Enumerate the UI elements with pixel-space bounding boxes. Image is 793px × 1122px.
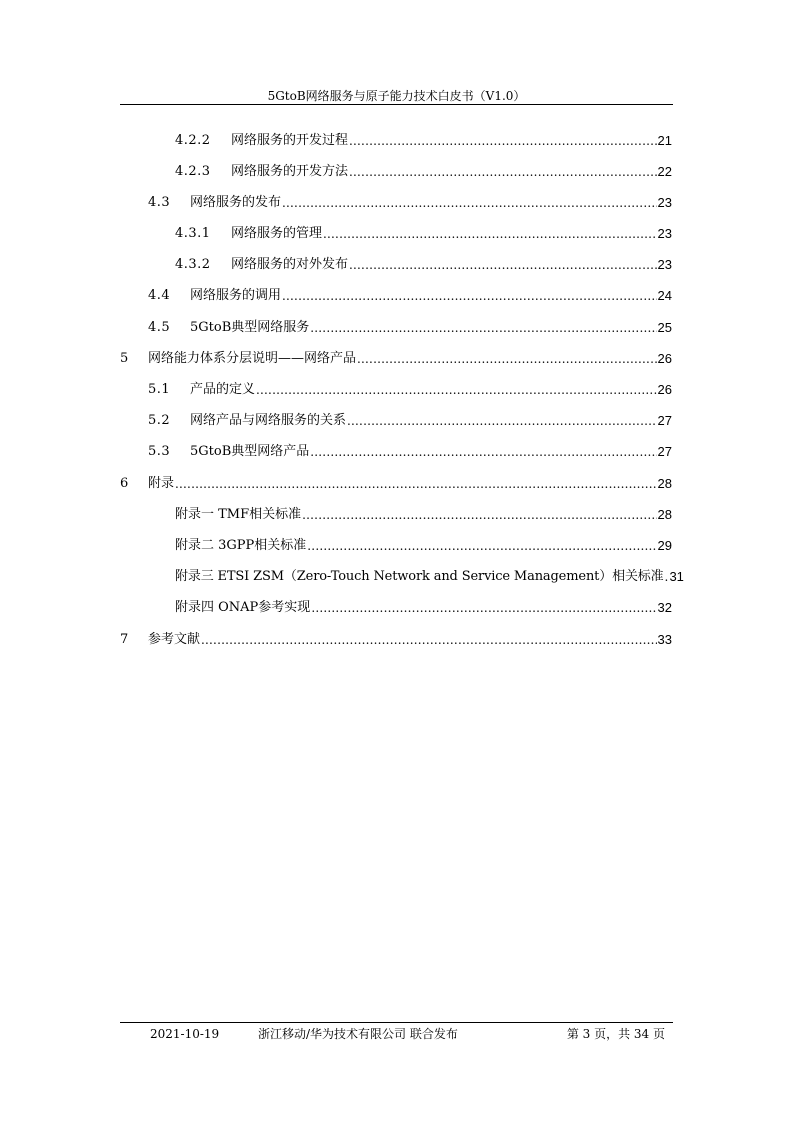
toc-entry-title: 5GtoB典型网络产品 (190, 444, 310, 459)
toc-entry-number: 5.3 (148, 444, 171, 459)
toc-entry-number: 4.2.2 (175, 133, 211, 148)
toc-leader-dots (347, 411, 657, 431)
toc-entry-title: 参考文献 (148, 632, 201, 647)
toc-entry-4-3-1[interactable] (175, 224, 672, 244)
toc-leader-dots (349, 162, 657, 182)
toc-entry-page: 29 (657, 538, 672, 553)
toc-entry-5-3[interactable] (148, 442, 672, 462)
toc-entry-number: 5.2 (148, 413, 171, 428)
toc-entry-number: 5 (120, 351, 129, 366)
toc-leader-dots (201, 630, 657, 650)
toc-entry-title: 5GtoB典型网络服务 (190, 320, 310, 335)
toc-entry-page: 23 (657, 226, 672, 241)
toc-entry-appendix-1[interactable] (175, 505, 672, 525)
toc-entry-number: 4.3.2 (175, 257, 211, 272)
toc-entry-5[interactable] (120, 349, 672, 369)
toc-entry-page: 21 (657, 133, 672, 148)
toc-entry-number: 5.1 (148, 382, 171, 397)
toc-entry-title: 附录三 ETSI ZSM（Zero-Touch Network and Service Management）相关标准 (175, 569, 664, 584)
toc-entry-appendix-2[interactable] (175, 536, 672, 556)
toc-leader-dots (307, 536, 656, 556)
toc-entry-page: 23 (657, 257, 672, 272)
toc-entry-page: 26 (657, 351, 672, 366)
toc-entry-title: 网络服务的开发方法 (231, 164, 349, 179)
toc-entry-number: 4.4 (148, 288, 171, 303)
footer-date: 2021-10-19 (150, 1027, 220, 1041)
toc-entry-title: 网络产品与网络服务的关系 (190, 413, 347, 428)
toc-entry-number: 4.3.1 (175, 226, 211, 241)
toc-entry-title: 网络服务的管理 (231, 226, 323, 241)
toc-entry-page: 22 (657, 164, 672, 179)
toc-entry-7[interactable] (120, 630, 672, 650)
toc-leader-dots (282, 286, 657, 306)
toc-entry-page: 25 (657, 320, 672, 335)
toc-entry-4-4[interactable] (148, 286, 672, 306)
toc-entry-page: 24 (657, 288, 672, 303)
header-divider (120, 104, 673, 105)
toc-entry-5-2[interactable] (148, 411, 672, 431)
toc-entry-title: 网络服务的对外发布 (231, 257, 349, 272)
toc-entry-title: 附录二 3GPP相关标准 (175, 538, 307, 553)
toc-leader-dots (349, 255, 657, 275)
toc-entry-title: 网络服务的调用 (190, 288, 282, 303)
toc-entry-page: 31 (669, 569, 684, 584)
toc-entry-appendix-4[interactable] (175, 598, 672, 618)
toc-entry-number: 6 (120, 476, 129, 491)
toc-entry-page: 27 (657, 444, 672, 459)
toc-entry-page: 26 (657, 382, 672, 397)
toc-entry-page: 23 (657, 195, 672, 210)
toc-leader-dots (310, 442, 656, 462)
toc-entry-title: 网络服务的发布 (190, 195, 282, 210)
toc-leader-dots (175, 474, 657, 494)
footer-publisher: 浙江移动/华为技术有限公司 联合发布 (258, 1027, 458, 1041)
toc-entry-4-3[interactable] (148, 193, 672, 213)
toc-leader-dots (357, 349, 657, 369)
toc-entry-number: 4.3 (148, 195, 171, 210)
toc-entry-title: 网络能力体系分层说明——网络产品 (148, 351, 357, 366)
toc-leader-dots (323, 224, 657, 244)
toc-leader-dots (310, 318, 656, 338)
footer-divider (120, 1022, 673, 1023)
page-footer (120, 1026, 673, 1042)
toc-leader-dots (282, 193, 657, 213)
toc-entry-page: 27 (657, 413, 672, 428)
toc-leader-dots (349, 131, 657, 151)
toc-entry-title: 网络服务的开发过程 (231, 133, 349, 148)
toc-entry-page: 32 (657, 600, 672, 615)
toc-entry-page: 28 (657, 507, 672, 522)
toc-entry-4-2-3[interactable] (175, 162, 672, 182)
toc-entry-6[interactable] (120, 474, 672, 494)
toc-leader-dots (665, 567, 669, 587)
toc-entry-number: 4.5 (148, 320, 171, 335)
toc-entry-appendix-3[interactable] (175, 567, 684, 587)
toc-entry-5-1[interactable] (148, 380, 672, 400)
toc-leader-dots (302, 505, 656, 525)
toc-leader-dots (311, 598, 656, 618)
toc-entry-number: 4.2.3 (175, 164, 211, 179)
footer-page-number: 第 3 页，共 34 页 (566, 1027, 665, 1041)
toc-entry-title: 附录一 TMF相关标准 (175, 507, 302, 522)
toc-entry-title: 产品的定义 (190, 382, 256, 397)
toc-leader-dots (256, 380, 657, 400)
toc-entry-page: 33 (657, 632, 672, 647)
page-header-title: 5GtoB网络服务与原子能力技术白皮书（V1.0） (267, 89, 526, 103)
toc-entry-4-5[interactable] (148, 318, 672, 338)
toc-entry-4-3-2[interactable] (175, 255, 672, 275)
toc-entry-number: 7 (120, 632, 129, 647)
toc-entry-title: 附录四 ONAP参考实现 (175, 600, 311, 615)
toc-entry-title: 附录 (148, 476, 175, 491)
toc-entry-4-2-2[interactable] (175, 131, 672, 151)
toc-entry-page: 28 (657, 476, 672, 491)
